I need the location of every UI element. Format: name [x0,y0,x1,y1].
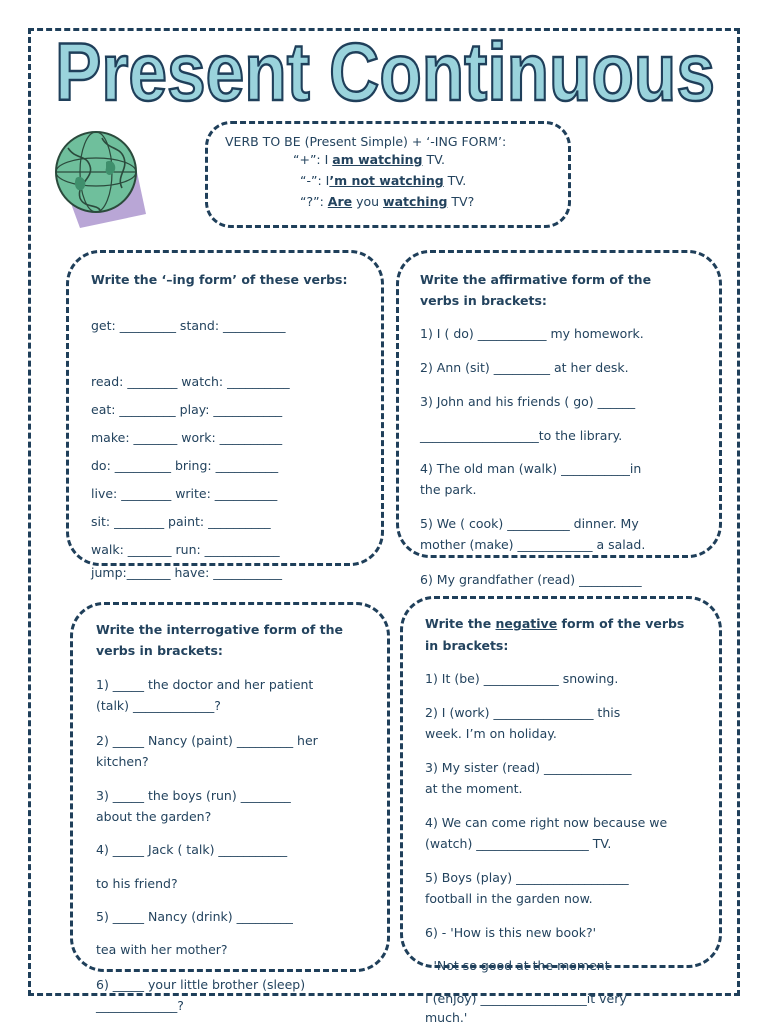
affirmative-instruction: Write the affirmative form of the [420,272,652,287]
negative-line: 5) Boys (play) __________________ [425,870,629,885]
formula-heading: VERB TO BE (Present Simple) + ‘-ING FORM’: [225,134,507,149]
interrogative-line: tea with her mother? [96,942,228,957]
affirmative-line: the park. [420,482,477,497]
ing-form-row: read: ________ watch: __________ [91,374,290,389]
formula-positive-verb: am watching [332,152,423,167]
interrogative-instruction: verbs in brackets: [96,643,223,658]
formula-positive-prefix: “+”: I [293,152,333,167]
negative-line: football in the garden now. [425,891,593,906]
affirmative-line: 3) John and his friends ( go) ______ [420,394,636,409]
affirmative-line: 1) I ( do) ___________ my homework. [420,326,644,341]
negative-line: (watch) __________________ TV. [425,836,612,851]
affirmative-line: 6) My grandfather (read) __________ [420,572,642,587]
negative-line: 1) It (be) ____________ snowing. [425,671,619,686]
interrogative-line: 2) _____ Nancy (paint) _________ her [96,733,318,748]
negative-instruction [425,616,684,632]
negative-line: 2) I (work) ________________ this [425,705,621,720]
affirmative-line: ___________________to the library. [420,428,623,443]
affirmative-line: mother (make) ____________ a salad. [420,537,646,552]
ing-form-row: live: ________ write: __________ [91,486,278,501]
interrogative-line: about the garden? [96,809,212,824]
negative-line: much.' [425,1010,468,1025]
interrogative-line: kitchen? [96,754,149,769]
negative-line: 6) - 'How is this new book?' [425,925,597,940]
negative-instruction-pre: Write the [425,616,496,631]
formula-positive-suffix: TV. [422,152,446,167]
formula-question-verb: watching [383,194,448,209]
ing-form-row: get: _________ stand: __________ [91,318,286,333]
formula-negative-prefix: “-”: I [300,173,330,188]
negative-line: I (enjoy) _________________it very [425,991,627,1006]
title-text: Present Continuous [55,27,715,118]
formula-question-prefix: “?”: [300,194,328,209]
globe-icon [46,128,152,228]
ing-form-row: eat: _________ play: ___________ [91,402,283,417]
formula-question-mid: you [352,194,384,209]
negative-instruction-keyword: negative [495,616,558,631]
ing-form-row: make: _______ work: __________ [91,430,283,445]
interrogative-line: 3) _____ the boys (run) ________ [96,788,291,803]
formula-negative-verb: ’m not watching [329,173,444,188]
interrogative-line: 4) _____ Jack ( talk) ___________ [96,842,288,857]
interrogative-line: 6) _____ your little brother (sleep) [96,977,306,992]
ing-form-instruction: Write the ‘–ing form’ of these verbs: [91,272,348,287]
interrogative-line: _____________? [96,998,184,1013]
negative-line: 4) We can come right now because we [425,815,668,830]
interrogative-line: (talk) _____________? [96,698,221,713]
ing-form-row: walk: _______ run: ____________ [91,542,280,557]
formula-negative [300,173,466,189]
negative-instruction-post: form of the verbs [557,616,685,631]
negative-line: - 'Not so good at the moment [425,958,610,973]
ing-form-row: jump:_______ have: ___________ [91,565,283,580]
interrogative-instruction: Write the interrogative form of the [96,622,343,637]
formula-question-aux: Are [327,194,353,209]
negative-line: 3) My sister (read) ______________ [425,760,632,775]
ing-form-row: do: _________ bring: __________ [91,458,279,473]
interrogative-line: 5) _____ Nancy (drink) _________ [96,909,293,924]
affirmative-instruction: verbs in brackets: [420,293,547,308]
negative-line: week. I’m on holiday. [425,726,557,741]
formula-positive [293,152,445,168]
worksheet-title [40,22,730,118]
interrogative-line: 1) _____ the doctor and her patient [96,677,314,692]
affirmative-line: 2) Ann (sit) _________ at her desk. [420,360,629,375]
negative-line: at the moment. [425,781,523,796]
formula-negative-suffix: TV. [443,173,467,188]
negative-instruction: in brackets: [425,638,509,653]
interrogative-line: to his friend? [96,876,178,891]
formula-question-suffix: TV? [447,194,475,209]
ing-form-row: sit: ________ paint: __________ [91,514,271,529]
formula-question [300,194,474,210]
affirmative-line: 5) We ( cook) __________ dinner. My [420,516,639,531]
affirmative-line: 4) The old man (walk) ___________in [420,461,642,476]
